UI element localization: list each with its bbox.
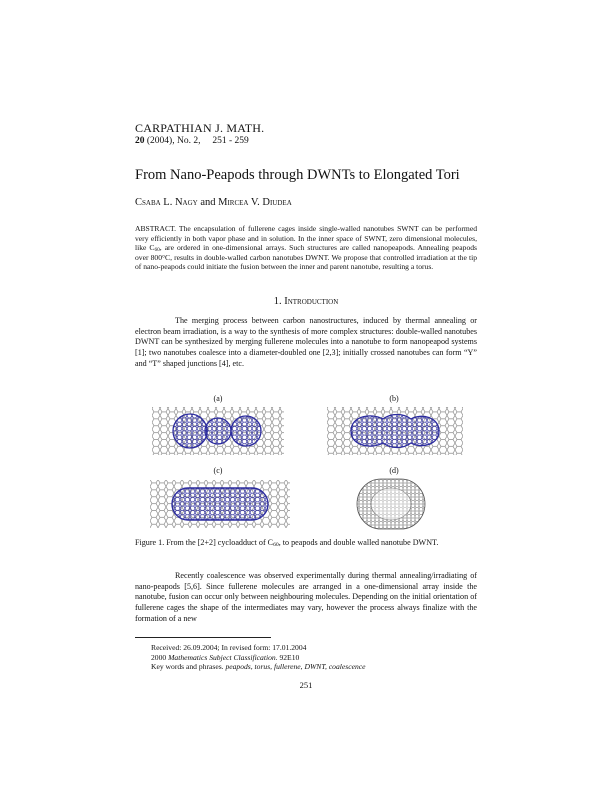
footnote-rule xyxy=(135,637,271,638)
fullerene-cages xyxy=(173,414,261,448)
author-1: Csaba L. Nagy xyxy=(135,197,198,208)
msc-prefix: 2000 xyxy=(151,652,169,662)
abstract-text-1: The encapsulation of fullerene cages inside single-walled nanotubes SWNT can be performed very efficiently in both vapor phase and in solution. In the inner space of SWNT, zero dimensional molecules, like C xyxy=(135,224,477,253)
fused-cages xyxy=(351,415,439,448)
abstract-subscript: 60 xyxy=(154,247,160,254)
journal-name: CARPATHIAN J. MATH. xyxy=(135,121,265,135)
figure-caption xyxy=(135,538,477,549)
intro-paragraph: The merging process between carbon nanostructures, induced by thermal annealing or electron beam irradiation, is a way to the synthesis of more complex structures: double-walled nanotubes DWNT can be synthesized by merging fullerene molecules into a nanotube to form nanopeapod systems [1]; two nanotubes coalesce into a diameter-doubled one [2,3]; initially crossed nanotubes can form “Y” and “T” shaped junctions [4], etc. xyxy=(135,316,477,368)
abstract-label: ABSTRACT. xyxy=(135,224,176,233)
figure-b-peapod-fusion xyxy=(327,405,463,457)
msc-classification xyxy=(151,653,366,663)
caption-text-1: Figure 1. From the [2+2] cycloadduct of C xyxy=(135,538,274,547)
section-heading: 1. Introduction xyxy=(273,296,339,307)
volume-info xyxy=(135,136,249,146)
volume-number: 20 xyxy=(135,136,145,146)
paper-title: From Nano-Peapods through DWNTs to Elongated Tori xyxy=(135,167,460,183)
abstract xyxy=(135,224,477,272)
figure-label-d: (d) xyxy=(389,466,399,475)
volume-details: (2004), No. 2, 251 - 259 xyxy=(144,136,249,146)
keywords-prefix: Key words and phrases. xyxy=(151,662,226,672)
page-number: 251 xyxy=(299,680,313,690)
abstract-text-2: , are ordered in one-dimensional arrays. Such structures are called nanopeapods. Annealing peapods over 800°C, results in double-walled carbon nanotubes DWNT. We propose that controlled irradiation at the tip of nano-peapods could initiate the fusion between the inner and parent nanotube, resulting a torus. xyxy=(135,243,477,272)
footnotes xyxy=(151,643,366,672)
msc-code: 92E10 xyxy=(277,652,300,662)
keywords-list: peapods, torus, fullerene, DWNT, coalescence xyxy=(225,662,366,672)
caption-subscript: 60 xyxy=(273,542,279,548)
author-line xyxy=(135,197,292,208)
torus-inner-wall xyxy=(371,488,411,520)
second-paragraph: Recently coalescence was observed experimentally during thermal annealing/irradiating of nano-peapods [5,6]. Since fullerene molecules are arranged in a one-dimensional array inside the nanotube, fusion can occur only between neighbouring molecules. Depending on the initial orientation of fullerene cages the shape of the intermediates may vary, however the process always finalize with the formation of a new xyxy=(135,571,477,623)
author-conjunction: and xyxy=(200,197,216,208)
inner-nanotube xyxy=(172,488,268,520)
figure-label-b: (b) xyxy=(389,394,399,403)
figure-label-c: (c) xyxy=(213,466,223,475)
caption-text-2: , to peapods and double walled nanotube DWNT. xyxy=(278,538,439,547)
keywords xyxy=(151,662,366,672)
figure-d-elongated-torus xyxy=(343,476,439,532)
figure-c-dwnt xyxy=(150,476,290,532)
msc-label: Mathematics Subject Classification. xyxy=(168,652,278,662)
received-date: Received: 26.09.2004; In revised form: 17.01.2004 xyxy=(151,643,307,652)
author-2: Mircea V. Diudea xyxy=(218,197,292,208)
figure-a-peapod-dimer xyxy=(152,405,284,457)
figure-label-a: (a) xyxy=(213,394,223,403)
